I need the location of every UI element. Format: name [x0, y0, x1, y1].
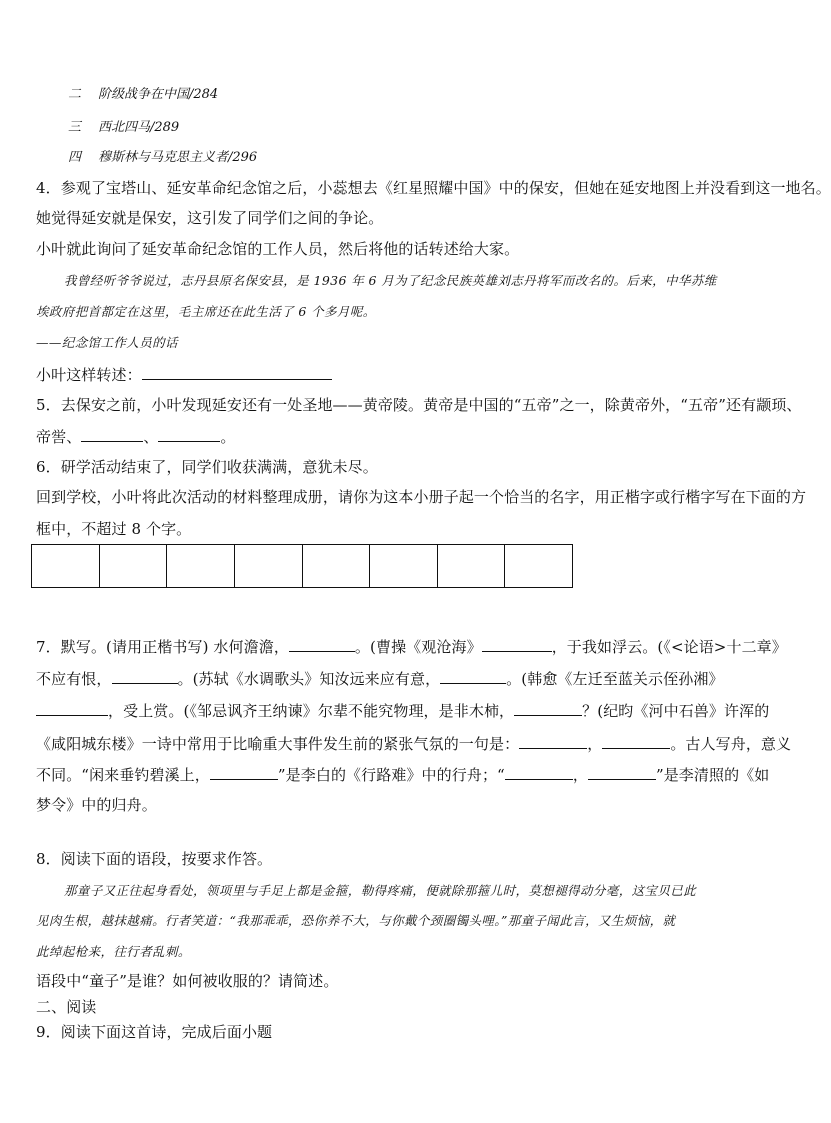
grid-cell[interactable] [505, 545, 572, 587]
q7-line-5: 不同。“闲来垂钓碧溪上， ”是李白的《行路难》中的行舟；“ ， ”是李清照的《如 [36, 766, 770, 784]
q4-line-1: 4．参观了宝塔山、延安革命纪念馆之后，小蕊想去《红星照耀中国》中的保安，但她在延安地图上并没看到这一地名。 [36, 179, 831, 197]
section-heading: 二、阅读 [36, 998, 97, 1016]
answer-blank[interactable] [36, 701, 108, 716]
answer-blank[interactable] [482, 637, 552, 652]
q4-quote-2: 埃政府把首都定在这里，毛主席还在此生活了 6 个多月呢。 [36, 304, 376, 319]
answer-blank[interactable] [142, 365, 332, 380]
answer-blank[interactable] [158, 427, 220, 442]
q4-quote-source: ——纪念馆工作人员的话 [36, 335, 178, 350]
answer-blank[interactable] [514, 701, 582, 716]
q5-line-2: 帝喾、 、 。 [36, 428, 236, 446]
q8-passage-3: 此绰起枪来，往行者乱刺。 [36, 944, 191, 959]
q4-line-3: 小叶就此询问了延安革命纪念馆的工作人员，然后将他的话转述给大家。 [36, 240, 520, 258]
q8-passage-2: 见肉生根，越抹越痛。行者笑道：“我那乖乖，恐你养不大，与你戴个颈圈镯头哩。”那童子闻此言，又生烦恼，就 [36, 913, 676, 928]
answer-blank[interactable] [289, 637, 355, 652]
q4-answer: 小叶这样转述： [36, 364, 766, 385]
answer-blank[interactable] [210, 765, 278, 780]
q6-line-2: 回到学校，小叶将此次活动的材料整理成册，请你为这本小册子起一个恰当的名字，用正楷字或行楷字写在下面的方 [36, 488, 807, 506]
answer-blank[interactable] [519, 734, 587, 749]
q7-line-2: 不应有恨， 。(苏轼《水调歌头》知汝远来应有意， 。(韩愈《左迁至蓝关示侄孙湘》 [36, 670, 724, 688]
q4-line-2: 她觉得延安就是保安，这引发了同学们之间的争论。 [36, 209, 384, 227]
q6-line-1: 6．研学活动结束了，同学们收获满满，意犹未尽。 [36, 458, 378, 476]
answer-blank[interactable] [588, 765, 656, 780]
answer-blank[interactable] [505, 765, 573, 780]
q8-line-1: 8．阅读下面的语段，按要求作答。 [36, 850, 273, 868]
q7-line-4: 《咸阳城东楼》一诗中常用于比喻重大事件发生前的紧张气氛的一句是： ， 。古人写舟，意义 [36, 735, 792, 753]
q4-quote-1: 我曾经听爷爷说过，志丹县原名保安县，是 1936 年 6 月为了纪念民族英雄刘志丹将军而改名的。后来，中华苏维 [64, 273, 717, 288]
grid-cell[interactable] [438, 545, 506, 587]
q8-passage-1: 那童子又正往起身看处，领项里与手足上都是金箍，勒得疼痛，便就除那箍儿时，莫想褪得动分毫，这宝贝已此 [64, 883, 697, 898]
grid-cell[interactable] [100, 545, 168, 587]
q8-question: 语段中“童子”是谁？如何被收服的？请简述。 [36, 972, 339, 990]
answer-blank[interactable] [81, 427, 143, 442]
toc-item: 二 阶级战争在中国/284 [68, 87, 219, 102]
q7-line-3: ，受上赏。(《邹忌讽齐王纳谏》尔辈不能究物理，是非木柿， ？(纪昀《河中石兽》许浑的 [36, 700, 766, 721]
q7-line-6: 梦令》中的归舟。 [36, 796, 157, 814]
grid-cell[interactable] [370, 545, 438, 587]
answer-blank[interactable] [440, 669, 506, 684]
q5-line-1: 5．去保安之前，小叶发现延安还有一处圣地——黄帝陵。黄帝是中国的“五帝”之一，除黄帝外，“五帝”还有颛顼、 [36, 396, 802, 414]
q9-line: 9．阅读下面这首诗，完成后面小题 [36, 1023, 273, 1041]
title-writing-grid [31, 544, 573, 588]
toc-item: 三 西北四马/289 [68, 120, 180, 135]
grid-cell[interactable] [303, 545, 371, 587]
answer-blank[interactable] [602, 734, 670, 749]
grid-cell[interactable] [32, 545, 100, 587]
grid-cell[interactable] [167, 545, 235, 587]
toc-item: 四 穆斯林与马克思主义者/296 [68, 150, 258, 165]
grid-cell[interactable] [235, 545, 303, 587]
answer-blank[interactable] [112, 669, 178, 684]
q7-line-1: 7．默写。(请用正楷书写) 水何澹澹， 。(曹操《观沧海》 ，于我如浮云。(《<论语>十二章》 [36, 638, 787, 656]
q6-line-3: 框中，不超过 8 个字。 [36, 520, 192, 538]
